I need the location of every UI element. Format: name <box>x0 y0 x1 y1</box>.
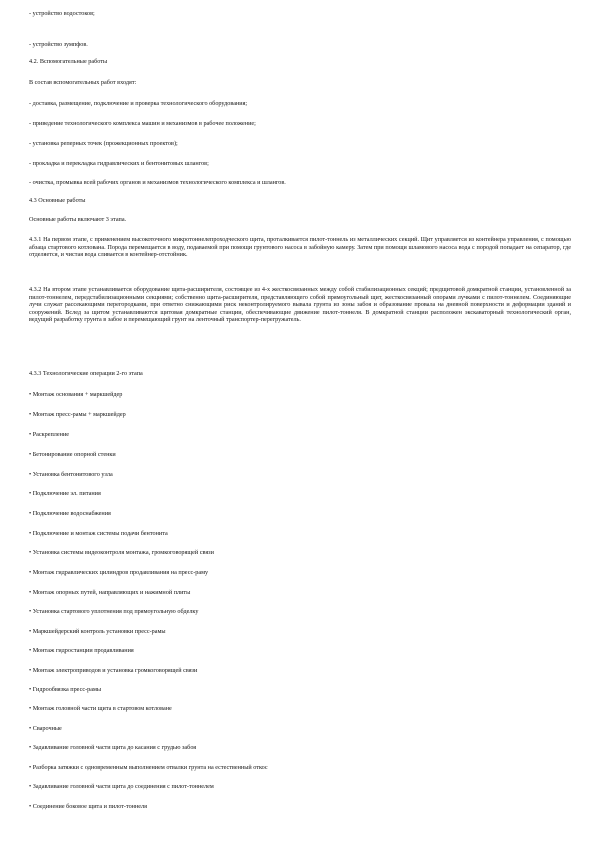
list-item: - доставка, размещение, подключение и проверка технологического оборудования; <box>29 100 248 107</box>
list-item: - устройство водостоков; <box>29 10 95 17</box>
paragraph: Основные работы включают 3 этапа. <box>29 216 127 223</box>
list-item: • Подключение эл. питания <box>29 490 101 497</box>
section-heading: 4.3 Основные работы <box>29 197 86 204</box>
list-item: - приведение технологического комплекса машин и механизмов в рабочее положение; <box>29 120 256 127</box>
paragraph: В состав вспомогательных работ входят: <box>29 79 137 86</box>
list-item: • Раскрепление <box>29 431 70 438</box>
list-item: • Разборка затяжки с одновременным выполнением отвалки грунта на естественный откос <box>29 764 268 771</box>
list-item: • Монтаж основания + маркшейдер <box>29 391 123 398</box>
list-item: • Соединение боковое щита и пилот-тоннеля <box>29 803 147 810</box>
list-item: • Монтаж электроприводов и установка громкоговорящей связи <box>29 667 198 674</box>
list-item: • Бетонирование опорной стенки <box>29 451 116 458</box>
list-item: • Монтаж пресс-рамы + маркшейдер <box>29 411 126 418</box>
section-heading: 4.2. Вспомогательные работы <box>29 58 108 65</box>
list-item: • Задавливание головной части щита до касания с грудью забоя <box>29 744 197 751</box>
list-item: • Монтаж опорных путей, направляющих и нажимной плиты <box>29 589 191 596</box>
list-item: • Подключение водоснабжения <box>29 510 111 517</box>
paragraph-431: 4.3.1 На первом этапе, с применением высокоточного микротоннелепроходческого щита, проталкивается пилот-тоннель из металлических секций. Щит управляется из контейнера управления, с помощью абзаца стартового котлована. Порода перемещается в воду, подаваемой при помощи грунтового насоса в забойную камеру. Затем при помощи шламового насоса вода с породой попадает на сепаратор, где отделяется, и чистая вода сливается в контейнер-отстойник. <box>29 236 571 259</box>
list-item: - установка реперных точек (прожекционных проектов); <box>29 140 178 147</box>
list-item: • Маркшейдерский контроль установки пресс-рамы <box>29 628 166 635</box>
list-item: • Сварочные <box>29 725 62 732</box>
list-item: • Задавливание головной части щита до соединения с пилот-тоннелем <box>29 783 214 790</box>
list-item: • Установка бентонитового узла <box>29 471 113 478</box>
list-item: • Монтаж головной части щита в стартовом котловане <box>29 705 172 712</box>
list-item: - очистка, промывка всей рабочих органов и механизмов технологического комплекса и шлангов. <box>29 179 286 186</box>
list-item: • Подключение и монтаж системы подачи бентонита <box>29 530 168 537</box>
list-item: • Установка системы видеоконтроля монтажа, громкоговорящей связи <box>29 549 214 556</box>
section-heading: 4.3.3 Технологические операции 2-го этапа <box>29 370 143 377</box>
list-item: • Гидрообвязка пресс-рамы <box>29 686 102 693</box>
list-item: - прокладка и перекладка гидравлических и бентонитовых шлангов; <box>29 160 209 167</box>
list-item: • Монтаж гидравлических цилиндров продавливания на пресс-раму <box>29 569 209 576</box>
list-item: • Монтаж гидростанции продавливания <box>29 647 134 654</box>
list-item: - устройство зумпфов. <box>29 41 88 48</box>
list-item: • Установка стартового уплотнения под прямоугольную обделку <box>29 608 199 615</box>
paragraph-432: 4.3.2 На втором этапе устанавливается оборудование щита-расширителя, состоящее из 4-х жесткосвязанных между собой стабилизационных секций; предщитовой домкратной станции, установленной за пилот-тоннелем, передстабилизационными секциями; собственно щита-расширителя, представляющего собой прямоугольный щит, жесткосвязанный опорами лучками с пилот-тоннелем. Соединяющие лучи служат рассекающими перегородками, при ответно снижающими риск неконтролируемого вывала грунта из зоны забоя и образование провала на дневной поверхности и деформации зданий и сооружений. Вслед за щитом устанавливаются щитовая домкратные станции, обеспечивающие движение пилот-тоннеля. В домкратной станции расположен экскаваторный технологический орган, ведущий разработку грунта в забое и перемещающий грунт на ленточный транспортер-перегружатель. <box>29 286 571 324</box>
